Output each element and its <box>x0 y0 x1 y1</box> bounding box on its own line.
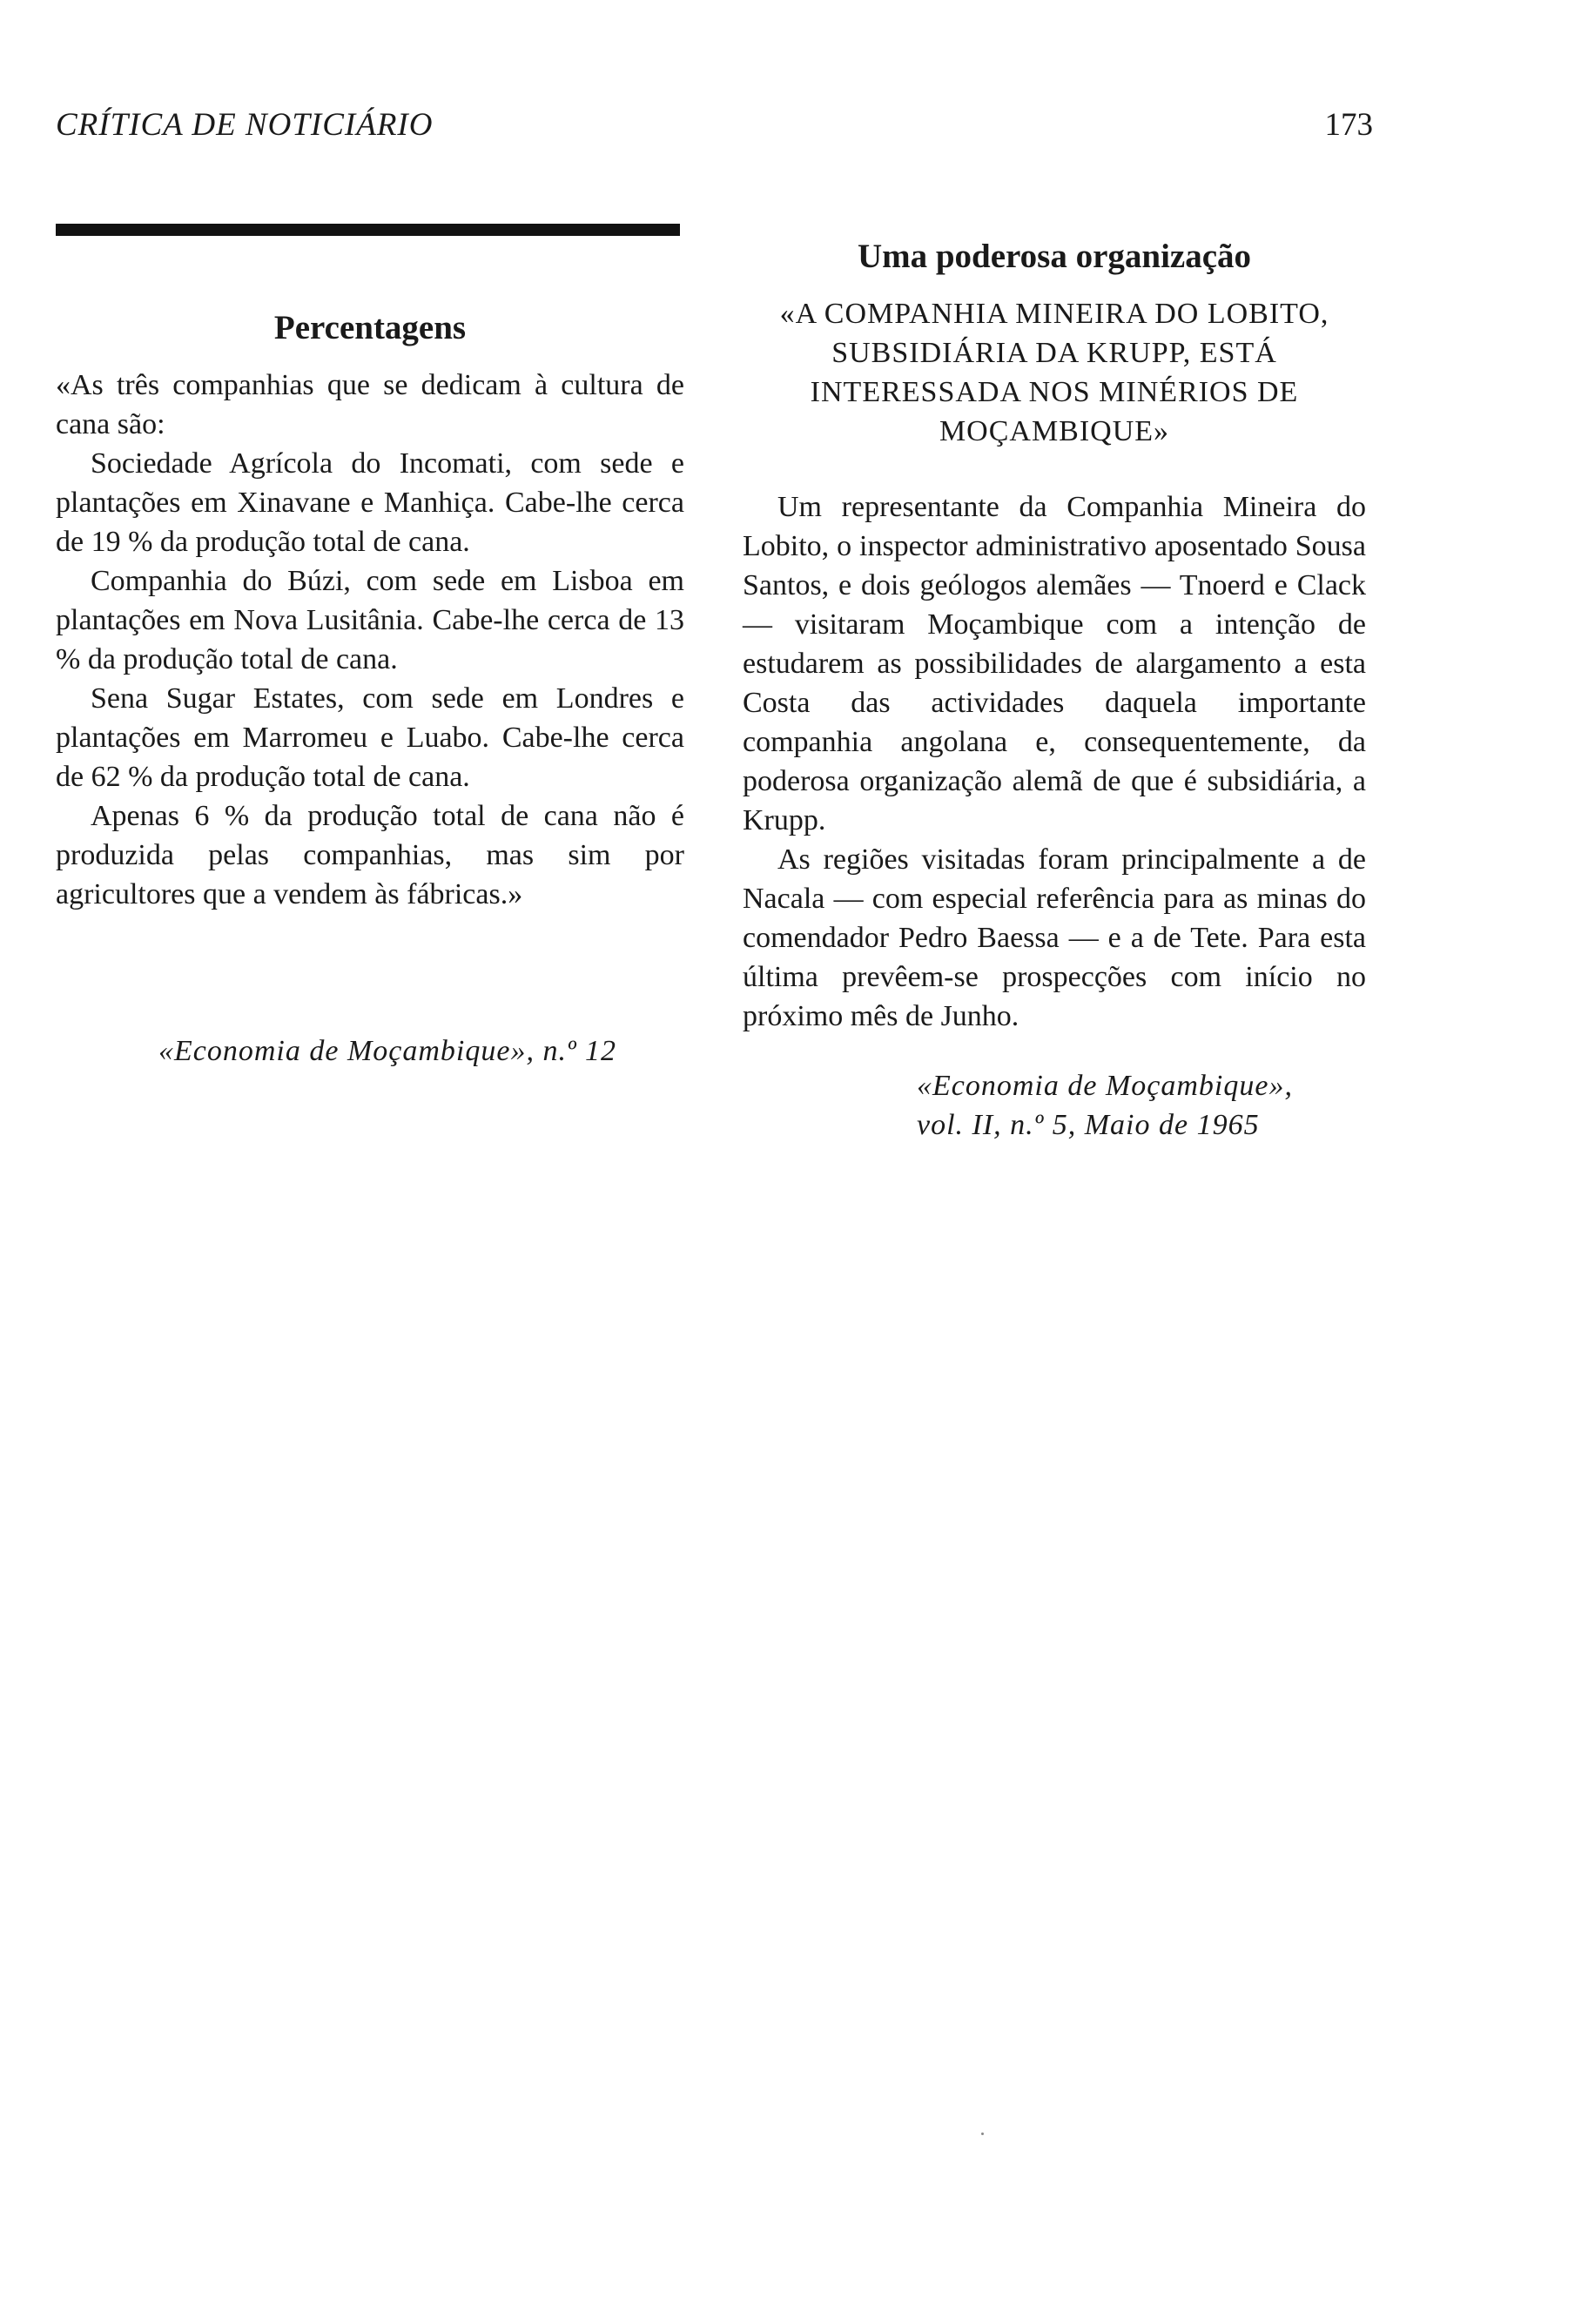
page-number: 173 <box>1324 107 1373 143</box>
article-quote-headline: «A COMPANHIA MINEIRA DO LOBITO, SUBSIDIÁRIA DA KRUPP, ESTÁ INTERESSADA NOS MINÉRIOS DE MOÇAMBIQUE» <box>779 298 1329 447</box>
paragraph: As regiões visitadas foram principalmente a de Nacala — com especial referência para as minas do comendador Pedro Baessa — e a de Tete. Para esta última prevêem-se prospecções com início no próximo mês de Junho. <box>743 843 1366 1032</box>
article-title-percentagens: Percentagens <box>273 309 467 347</box>
article-body-organizacao <box>743 487 1366 1036</box>
source-line: vol. II, n.º 5, Maio de 1965 <box>917 1109 1260 1141</box>
source-line: «Economia de Moçambique», <box>917 1070 1293 1102</box>
paragraph: Um representante da Companhia Mineira do Lobito, o inspector administrativo aposentado Sousa Santos, e dois geólogos alemães — Tnoerd e Clack — visitaram Moçambique com a intenção de estudarem as possibilidades de alargamento a esta Costa das actividades daquela importante companhia angolana e, consequentemente, da poderosa organização alemã de que é subsidiária, a Krupp. <box>743 491 1366 836</box>
paragraph: Apenas 6 % da produção total de cana não é produzida pelas companhias, mas sim por agricultores que a vendem às fábricas.» <box>56 800 684 910</box>
article-source <box>743 1066 1366 1145</box>
article-body-percentagens <box>56 366 684 914</box>
paragraph: Sena Sugar Estates, com sede em Londres e plantações em Marromeu e Luabo. Cabe-lhe cerca de 62 % da produção total de cana. <box>56 682 684 793</box>
paragraph: Companhia do Búzi, com sede em Lisboa em plantações em Nova Lusitânia. Cabe-lhe cerca de 13 % da produção total de cana. <box>56 565 684 675</box>
scan-speck <box>981 2133 984 2135</box>
article-title-organizacao: Uma poderosa organização <box>857 238 1252 276</box>
article-source: «Economia de Moçambique», n.º 12 <box>158 1035 616 1067</box>
paragraph: Sociedade Agrícola do Incomati, com sede e plantações em Xinavane e Manhiça. Cabe-lhe cerca de 19 % da produção total de cana. <box>56 447 684 558</box>
running-head: CRÍTICA DE NOTICIÁRIO <box>56 107 434 143</box>
paragraph: «As três companhias que se dedicam à cultura de cana são: <box>56 369 684 440</box>
section-rule <box>56 224 680 236</box>
